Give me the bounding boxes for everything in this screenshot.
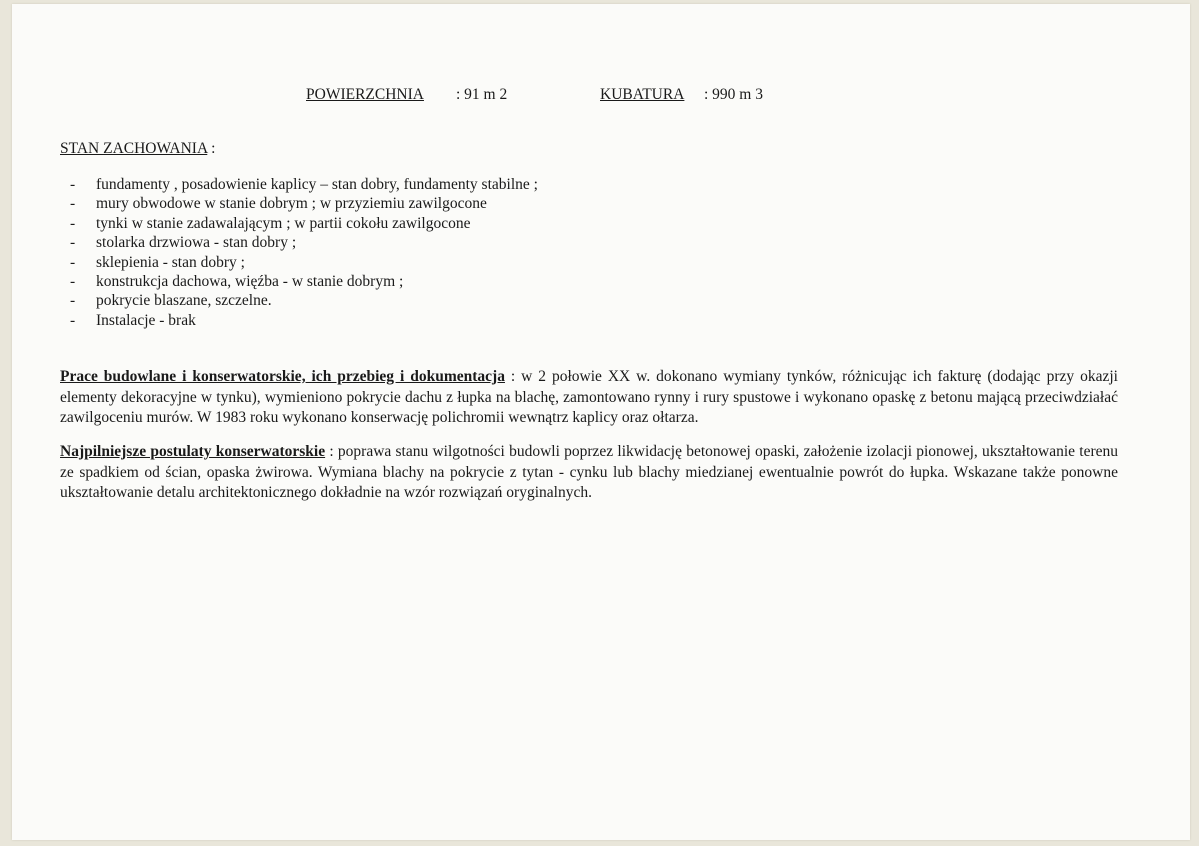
condition-list — [70, 175, 538, 330]
postulates-text: : poprawa stanu wilgotności budowli poprzez likwidację betonowej opaski, założenie izolacji pionowej, ukształtowanie terenu ze spadkiem od ścian, opaska żwirowa. Wymiana blachy na pokrycie z tytan - cynku lub blachy miedzianej ewentualnie powrót do łupka. Wskazane także ponowne ukształtowanie detalu architektonicznego dokładnie na wzór rozwiązań oryginalnych. — [60, 443, 1118, 501]
works-paragraph — [60, 367, 1118, 429]
condition-title — [60, 140, 215, 158]
list-item: - Instalacje - brak — [70, 311, 538, 330]
list-item: - stolarka drzwiowa - stan dobry ; — [70, 233, 538, 252]
list-item: - pokrycie blaszane, szczelne. — [70, 291, 538, 310]
volume-value: : 990 m 3 — [704, 86, 763, 103]
condition-title-suffix: : — [207, 140, 216, 157]
works-text: : w 2 połowie XX w. dokonano wymiany tynków, różnicując ich fakturę (dodając przy okazji elementy dekoracyjne w tynku), wymieniono pokrycie dachu z łupka na blachę, zamontowano rynny i rury spustowe i wykonano opaskę z betonu mającą przeciwdziałać zawilgoceniu murów. W 1983 roku wykonano konserwację polichromii wewnątrz kaplicy oraz ołtarza. — [60, 368, 1118, 426]
list-item: - mury obwodowe w stanie dobrym ; w przyziemiu zawilgocone — [70, 194, 538, 213]
list-item: - tynki w stanie zadawalającym ; w partii cokołu zawilgocone — [70, 214, 538, 233]
postulates-paragraph — [60, 442, 1118, 504]
list-item: - sklepienia - stan dobry ; — [70, 253, 538, 272]
volume-label: KUBATURA — [600, 86, 685, 103]
works-heading: Prace budowlane i konserwatorskie, ich przebieg i dokumentacja — [60, 368, 505, 385]
list-item: - konstrukcja dachowa, więźba - w stanie dobrym ; — [70, 272, 538, 291]
list-item: - fundamenty , posadowienie kaplicy – stan dobry, fundamenty stabilne ; — [70, 175, 538, 194]
area-value: : 91 m 2 — [456, 86, 508, 103]
postulates-heading: Najpilniejsze postulaty konserwatorskie — [60, 443, 326, 460]
area-label: POWIERZCHNIA — [306, 86, 424, 103]
condition-title-text: STAN ZACHOWANIA — [60, 140, 208, 157]
